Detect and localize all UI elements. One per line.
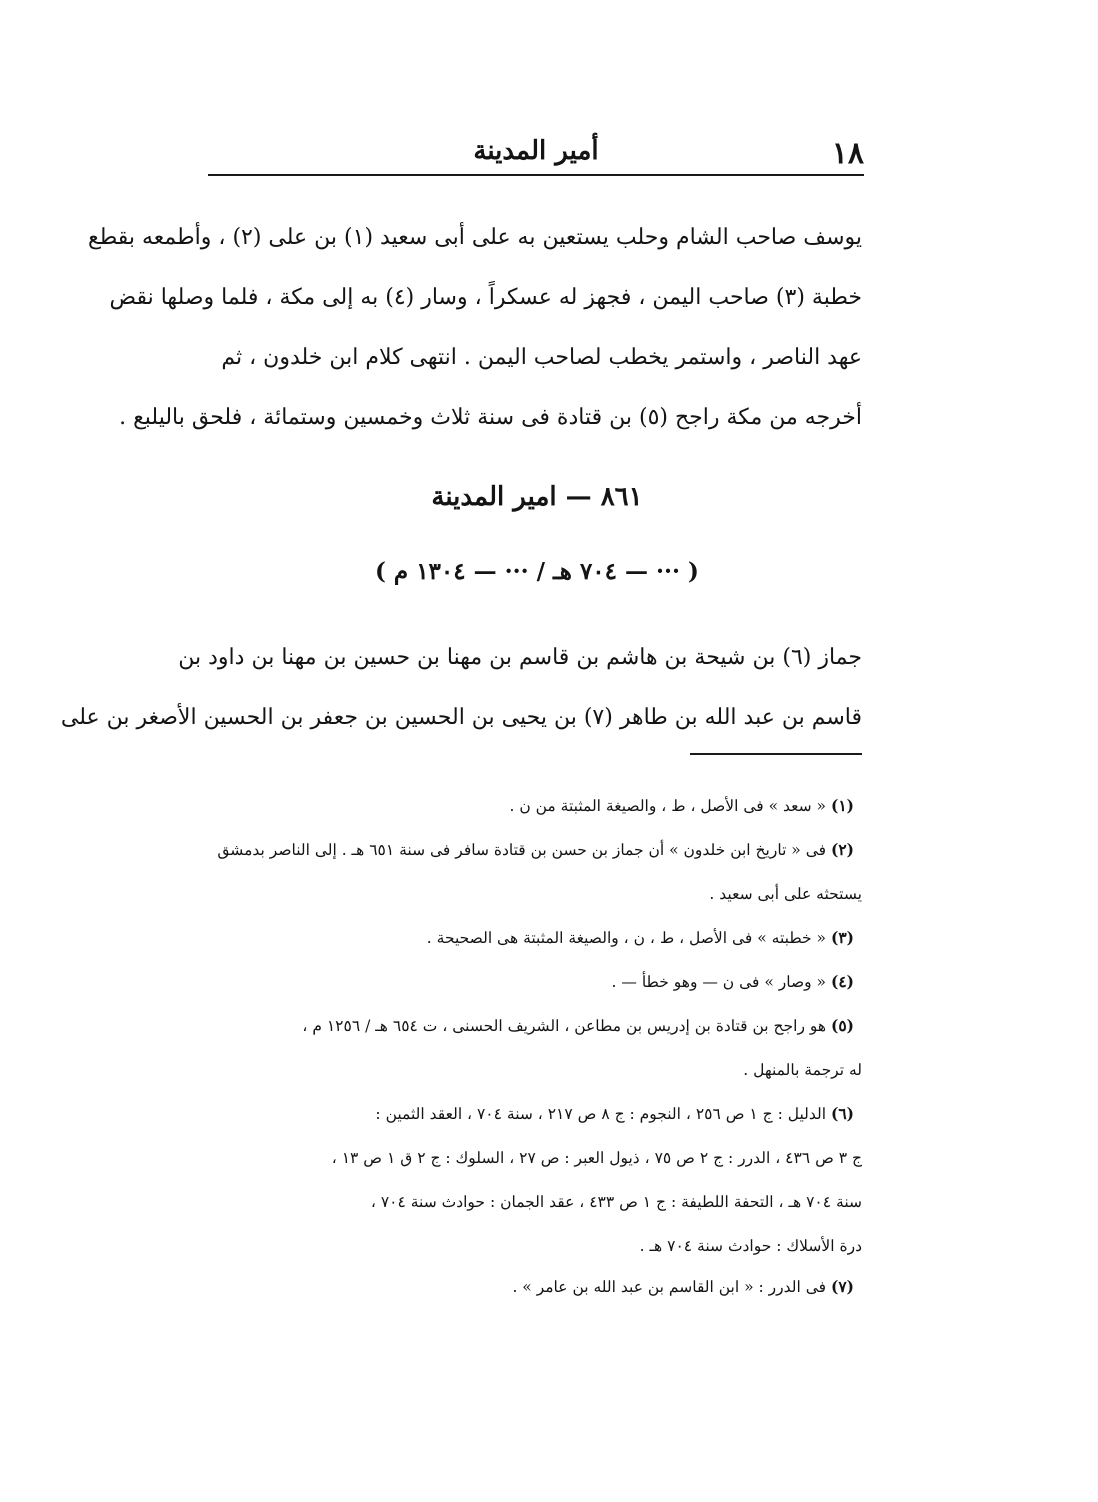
footnote-text: سنة ٧٠٤ هـ ، التحفة اللطيفة : ج ١ ص ٤٣٣ ، عقد الجمان : حوادث سنة ٧٠٤ ، — [370, 1193, 862, 1211]
footnote-number: (٢) — [830, 840, 854, 859]
page-number: ١٨ — [831, 136, 864, 171]
footnote-text: يستحثه على أبى سعيد . — [709, 885, 862, 903]
text-line: قاسم بن عبد الله بن طاهر (٧) بن يحيى بن الحسين بن جعفر بن الحسين الأصغر بن على — [60, 705, 862, 730]
footnote-text: فى الدرر : « ابن القاسم بن عبد الله بن عامر » . — [512, 1278, 827, 1296]
text-line: يوسف صاحب الشام وحلب يستعين به على أبى سعيد (١) بن على (٢) ، وأطمعه بقطع — [87, 225, 862, 250]
entry-heading: ٨٦١ — امير المدينة — [431, 482, 643, 512]
footnotes — [208, 784, 862, 1306]
footnote — [208, 1268, 862, 1306]
text-line: عهد الناصر ، واستمر يخطب لصاحب اليمن . انتهى كلام ابن خلدون ، ثم — [221, 345, 862, 370]
footnote — [208, 1004, 862, 1092]
footnote-number: (٧) — [830, 1277, 854, 1296]
footnote — [208, 1092, 862, 1268]
footnote-text: ج ٣ ص ٤٣٦ ، الدرر : ج ٢ ص ٧٥ ، ذيول العبر : ص ٢٧ ، السلوك : ج ٢ ق ١ ص ١٣ ، — [331, 1149, 862, 1167]
text-line: أخرجه من مكة راجح (٥) بن قتادة فى سنة ثلاث وخمسين وستمائة ، فلحق باليلبع . — [119, 405, 862, 430]
footnote — [208, 916, 862, 960]
footnote-number: (٥) — [830, 1016, 854, 1035]
footnote — [208, 784, 862, 828]
footnote-separator — [690, 753, 862, 755]
running-title: أمير المدينة — [473, 136, 599, 166]
footnote-text: له ترجمة بالمنهل . — [743, 1061, 862, 1079]
footnote-text: فى « تاريخ ابن خلدون » أن جماز بن حسن بن قتادة سافر فى سنة ٦٥١ هـ . إلى الناصر بدمشق — [217, 841, 827, 859]
continuation-paragraph — [87, 208, 862, 448]
footnote-text: « سعد » فى الأصل ، ط ، والصيغة المثبتة من ن . — [509, 797, 827, 815]
footnote-number: (٦) — [830, 1104, 854, 1123]
entry-paragraph — [60, 628, 862, 748]
footnote-number: (٤) — [830, 972, 854, 991]
footnote-text: « خطبته » فى الأصل ، ط ، ن ، والصيغة المثبتة هى الصحيحة . — [426, 929, 827, 947]
footnote-text: درة الأسلاك : حوادث سنة ٧٠٤ هـ . — [639, 1237, 862, 1255]
page-header — [208, 128, 864, 176]
footnote-text: الدليل : ج ١ ص ٢٥٦ ، النجوم : ج ٨ ص ٢١٧ ، سنة ٧٠٤ ، العقد الثمين : — [375, 1105, 827, 1123]
footnote-number: (١) — [830, 796, 854, 815]
text-line: خطبة (٣) صاحب اليمن ، فجهز له عسكراً ، وسار (٤) به إلى مكة ، فلما وصلها نقض — [109, 285, 862, 310]
footnote — [208, 960, 862, 1004]
footnote — [208, 828, 862, 916]
footnote-number: (٣) — [830, 928, 854, 947]
footnote-text: هو راجح بن قتادة بن إدريس بن مطاعن ، الشريف الحسنى ، ت ٦٥٤ هـ / ١٢٥٦ م ، — [302, 1017, 827, 1035]
text-line: جماز (٦) بن شيحة بن هاشم بن قاسم بن مهنا بن حسين بن مهنا بن داود بن — [178, 645, 862, 670]
footnote-text: « وصار » فى ن — وهو خطأ — . — [611, 973, 827, 991]
entry-dates: ( ··· — ٧٠٤ هـ / ··· — ١٣٠٤ م ) — [375, 558, 699, 585]
